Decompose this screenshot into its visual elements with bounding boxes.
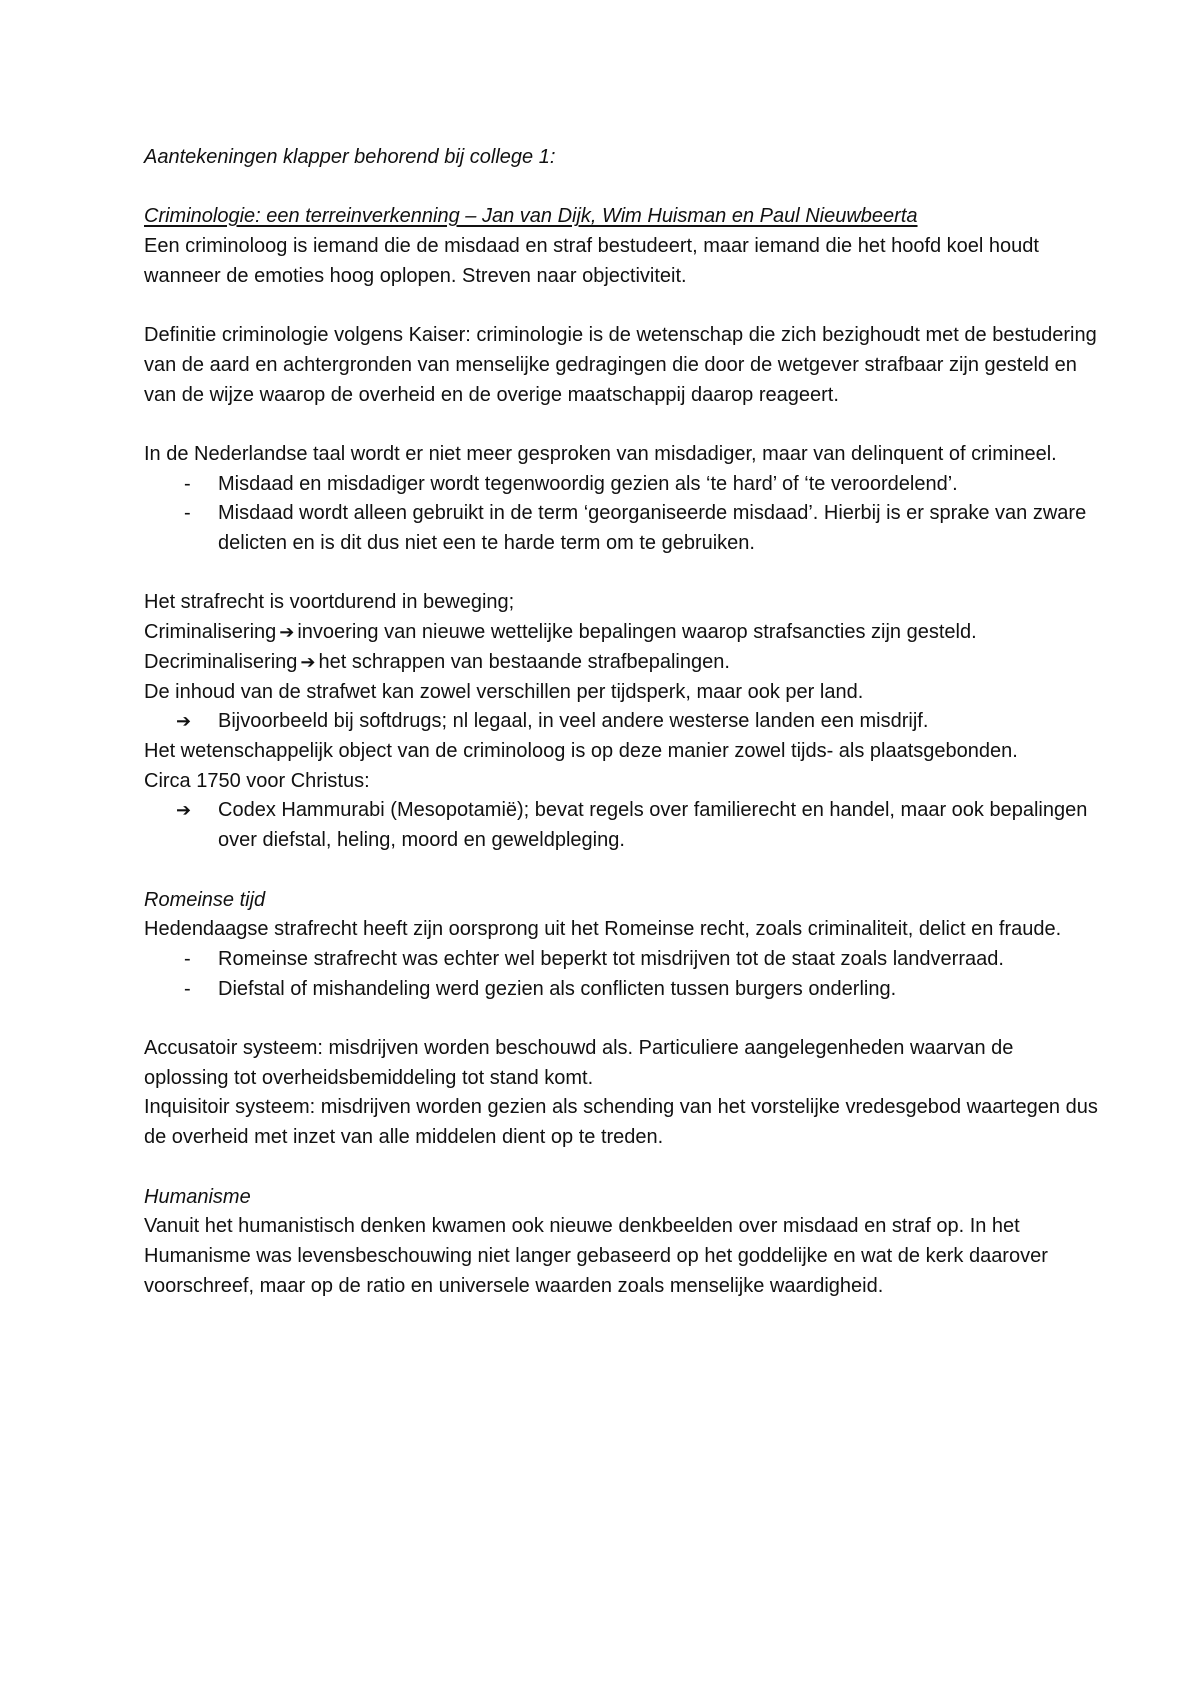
strafrecht-intro: Het strafrecht is voortdurend in beweging; [144, 591, 515, 614]
bullet-marker: - [184, 947, 191, 970]
bullet-marker: - [184, 502, 191, 525]
arrow-bullet-icon: ➔ [176, 800, 192, 821]
humanisme-paragraph: Vanuit het humanistisch denken kwamen ook nieuwe denkbeelden over misdaad en straf op. In het Humanisme was levensbeschouwing niet langer gebaseerd op het goddelijke en wat de kerk daarover voorschreef, maar op de ratio en universele waarden zoals menselijke waardigheid. [144, 1215, 1048, 1297]
list-item [144, 945, 1100, 975]
criminalisering-term: Criminalisering [144, 621, 277, 644]
spacer [144, 856, 1100, 886]
circa-line: Circa 1750 voor Christus: [144, 769, 370, 792]
bullet-marker: - [184, 977, 191, 1000]
spacer [144, 410, 1100, 440]
spacer [144, 173, 1100, 203]
section-heading-romeinse: Romeinse tijd [144, 888, 266, 911]
criminalisering-definition: invoering van nieuwe wettelijke bepalingen waarop strafsancties zijn gesteld. [297, 621, 977, 644]
arrow-bullet-icon: ➔ [176, 711, 192, 732]
spacer [144, 559, 1100, 589]
list-item-text: Bijvoorbeeld bij softdrugs; nl legaal, in veel andere westerse landen een misdrijf. [218, 710, 929, 733]
section-heading-humanisme: Humanisme [144, 1185, 251, 1208]
spacer [144, 1004, 1100, 1034]
list-item [144, 470, 1100, 500]
document-title: Aantekeningen klapper behorend bij college 1: [144, 146, 556, 168]
list-item [144, 707, 1100, 737]
list-item-text: Misdaad wordt alleen gebruikt in de term ‘georganiseerde misdaad’. Hierbij is er sprake van zware delicten en is dit dus niet een te harde term om te gebruiken. [218, 502, 1087, 555]
list-item [144, 975, 1100, 1005]
inquisitoir-paragraph: Inquisitoir systeem: misdrijven worden gezien als schending van het vorstelijke vredesgebod waartegen dus de overheid met inzet van alle middelen dient op te treden. [144, 1096, 1098, 1149]
source-heading: Criminologie: een terreinverkenning – Jan van Dijk, Wim Huisman en Paul Nieuwbeerta [144, 205, 918, 228]
arrow-right-icon: ➔ [279, 622, 295, 643]
spacer [144, 292, 1100, 322]
accusatoir-paragraph: Accusatoir systeem: misdrijven worden beschouwd als. Particuliere aangelegenheden waarvan de oplossing tot overheidsbemiddeling tot stand komt. [144, 1037, 1014, 1089]
decriminalisering-line [144, 648, 1100, 678]
object-paragraph: Het wetenschappelijk object van de criminoloog is op deze manier zowel tijds- als plaatsgebonden. [144, 740, 1018, 762]
terminology-paragraph: In de Nederlandse taal wordt er niet meer gesproken van misdadiger, maar van delinquent of crimineel. [144, 442, 1057, 465]
spacer [144, 1153, 1100, 1183]
strafwet-inhoud: De inhoud van de strafwet kan zowel verschillen per tijdsperk, maar ook per land. [144, 680, 864, 703]
arrow-right-icon: ➔ [300, 651, 316, 672]
bullet-marker: - [184, 472, 191, 495]
criminalisering-line [144, 618, 1100, 648]
definition-paragraph: Definitie criminologie volgens Kaiser: criminologie is de wetenschap die zich bezighoudt met de bestudering van de aard en achtergronden van menselijke gedragingen die door de wetgever strafbaar zijn gesteld en van de wijze waarop de overheid en de overige maatschappij daarop reageert. [144, 324, 1097, 406]
list-item-text: Diefstal of mishandeling werd gezien als conflicten tussen burgers onderling. [218, 977, 897, 1000]
romeinse-paragraph: Hedendaagse strafrecht heeft zijn oorsprong uit het Romeinse recht, zoals criminaliteit, delict en fraude. [144, 918, 1062, 941]
list-item [144, 499, 1100, 558]
list-item-text: Romeinse strafrecht was echter wel beperkt tot misdrijven tot de staat zoals landverraad. [218, 947, 1004, 970]
list-item-text: Codex Hammurabi (Mesopotamië); bevat regels over familierecht en handel, maar ook bepalingen over diefstal, heling, moord en geweldpleging. [218, 799, 1088, 852]
decriminalisering-definition: het schrappen van bestaande strafbepalingen. [318, 650, 730, 673]
list-item-text: Misdaad en misdadiger wordt tegenwoordig gezien als ‘te hard’ of ‘te veroordelend’. [218, 472, 958, 495]
intro-paragraph: Een criminoloog is iemand die de misdaad en straf bestudeert, maar iemand die het hoofd koel houdt wanneer de emoties hoog oplopen. Streven naar objectiviteit. [144, 235, 1039, 287]
list-item [144, 796, 1100, 855]
decriminalisering-term: Decriminalisering [144, 650, 298, 673]
